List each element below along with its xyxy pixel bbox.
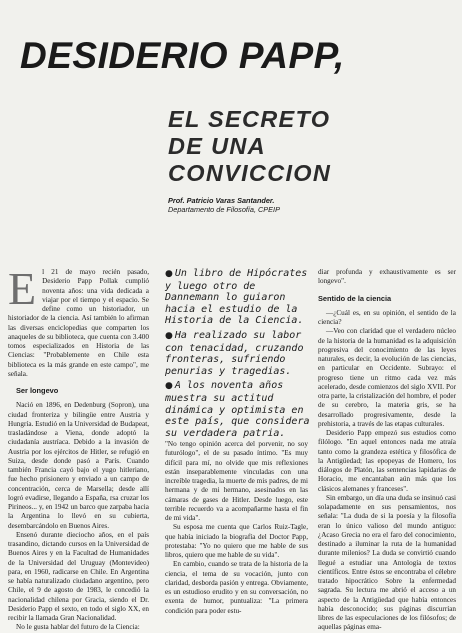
text-column-1 (8, 263, 149, 633)
paragraph: Desiderio Papp empezó sus estudios como filólogo. "En aquel entonces nada me atraía tanto como la grandeza estética y filosófica de la Antigüedad; las epopeyas de Homero, los diálogos de Platón, las sentencias lapidarias de Horacio, me encantaban aún más que los clásicos alemanes y franceses". (318, 429, 456, 493)
subtitle-line: EL SECRETO (168, 106, 331, 132)
paragraph: —Veo con claridad que el verdadero núcleo de la historia de la humanidad es la adquisición progresiva del conocimiento de las leyes naturales, es decir, la evolución de las ciencias, en particular en Occidente. Subrayo: el progreso tiene un ritmo cada vez más acelerado, desde comienzos del siglo XVII. Por otra parte, la cristalización del hombre, el poder de su cerebro, la materia gris, se ha desarrollado progresivamente, desde la prehistoria, a través de las etapas culturales. (318, 327, 456, 428)
author-name: Prof. Patricio Varas Santander. (168, 196, 275, 205)
drop-cap: E (8, 263, 37, 314)
pull-quote: ● A los noventa años muestra su actitud dinámica y optimista en este país, que considera su verdadera patria. (165, 380, 310, 439)
paragraph: Ensenó durante dieciocho años, en el país trasandino, dictando cursos en la Universidad de Buenos Aires y en la Facultad de Humanidades de la Universidad del Uruguay (Montevideo) para, en 1960, radicarse en Chile. En Argentina se había naturalizado ciudadano argentino, pero Chile, el 9 de agosto de 1983, le concedió la nacionalidad chilena por Gracia, siendo el Dr. Desiderio Papp el sexto, en todo el siglo XX, en recibir la llamada Gran Nacionalidad. (8, 530, 149, 622)
pull-quote-box (165, 268, 311, 442)
paragraph: "No tengo opinión acerca del porvenir, no soy futurólogo", el de su pasado íntimo. "Es muy difícil para mí, no olvide que mis reflexiones están inseparablemente vinculadas con una increíble tragedia, la muerte de mis padres, de mi hermana y de mi hermano, asesinados en las cámaras de gases de Hitler. Desde luego, este terrible recuerdo va a acompañarme hasta el fin de mi vida". (165, 440, 308, 522)
article-subtitle (168, 106, 458, 187)
pull-quote: ● Un libro de Hipócrates y luego otro de Dannemann lo guiaron hacia el estudio de la Historia de la Ciencia. (165, 268, 308, 327)
byline (168, 196, 448, 214)
paragraph: diar profunda y exhaustivamente es ser longevo". (318, 268, 456, 286)
author-department: Departamento de Filosofía, CPEIP (168, 205, 280, 214)
section-heading: Ser longevo (16, 386, 59, 395)
paragraph: El 21 de mayo recién pasado, Desiderio Papp Pollak cumplió noventa años: una vida dedicada a viajar por el tiempo y el espacio. Se define como un historiador, un historiador de la ciencia. Así también lo afirman las diversas enciclopedias que comparten los anaqueles de su biblioteca, que cuenta con 3.400 tomos especializados en Historia de las Ciencias: "Probablemente en Chile esta biblioteca es la más grande en este campo", me señala. (8, 263, 149, 378)
section-heading: Sentido de la ciencia (318, 293, 392, 303)
paragraph: Su esposa me cuenta que Carlos Ruiz-Tagle, que había iniciado la biografía del Doctor Papp, protestaba: "Yo no quiero que me hable de sus libros, quiero que me hable de su vida". (165, 523, 308, 559)
text-column-2 (165, 440, 308, 616)
subtitle-line: CONVICCION (168, 160, 332, 186)
paragraph: —¿Cuál es, en su opinión, el sentido de la ciencia? (318, 308, 456, 326)
bullet-icon: ● (165, 381, 173, 392)
bullet-icon: ● (165, 269, 173, 279)
paragraph: Nació en 1896, en Dedenburg (Sopron), una ciudad fronteriza y bilingüe entre Austria y Hungría. Estudió en la Universidad de Budapeat, trasladándose a Viena, donde adoptó la ciudadanía austríaca. Debido a la invasión de Austria por los ejércitos de Hitler, se refugió en Suiza, desde donde pasó a París. Cuando también Francia cayó bajo el yugo hitleriano, fue hecho prisionero y enviado a un campo de concentración, cerca de Marsella; desde allí logró evadirse, llegando a España, rsa cruzar los Pirineos... y, en 1942 un barco que zarpaba hacia la Argentina lo llevó en su cubierta, desembarcándolo en Buenos Aires. (8, 401, 149, 530)
paragraph: No le gusta hablar del futuro de la Ciencia: (16, 623, 140, 632)
paragraph: En cambio, cuando se trata de la historia de la ciencia, el tema de su vocación, junto con claridad, desborda pasión y entrega. Obviamente, es un estudioso erudito y en su conversación, no exenta de humor, puntualiza: "La primera condición para poder estu- (165, 560, 308, 615)
subtitle-line: DE UNA (168, 133, 266, 159)
paragraph: Sin embargo, un día una duda se insinuó casi solapadamente en sus pensamientos, nos señala: "La duda de si la poesía y la filosofía eran lo único valioso del mundo antiguo: ¿Acaso Grecia no era el faro del conocimiento, destinado a iluminar la ruta de la humanidad durante milenios? La duda se convirtió cuando llegué a estudiar una Antología de textos científicos. Entre éstos se encontraba el célebre tratado hipocrático Sobre la enfermedad sagrada. Su lectura me abrió el acceso a un aspecto de la Antigüedad que había entonces había desconocido; sus páginas discurrían libres de las especulaciones de los filósofos; de aquellas páginas ema- (318, 493, 456, 632)
text-column-3 (318, 268, 456, 633)
article-title: DESIDERIO PAPP, (20, 35, 345, 76)
pull-quote: ● Ha realizado su labor con tenacidad, cruzando fronteras, sufriendo penurias y tragedias. (165, 329, 304, 377)
bullet-icon: ● (165, 330, 173, 341)
